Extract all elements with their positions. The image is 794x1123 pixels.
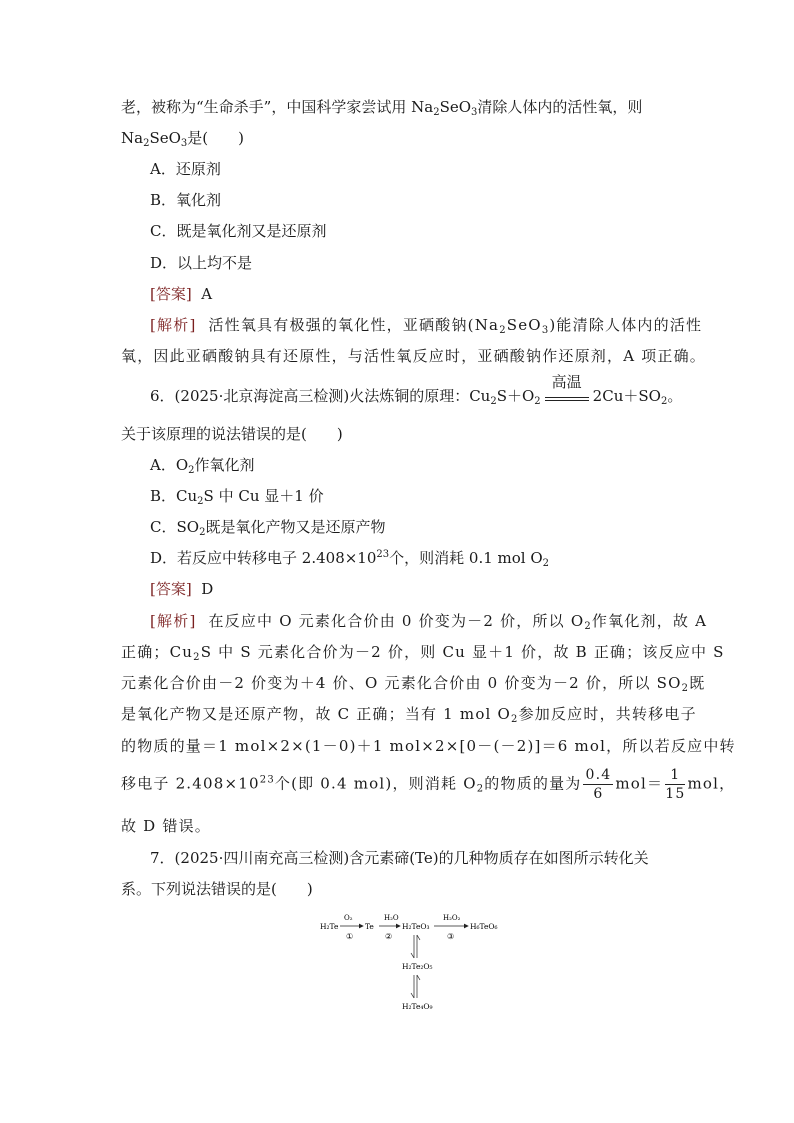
tellurium-conversion-diagram [318, 908, 508, 1018]
q6-stem-line1 [150, 373, 683, 407]
text: A．O [150, 456, 189, 474]
q6-answer [150, 578, 213, 600]
arrow-head [411, 993, 414, 998]
text: 个，则消耗 0.1 mol O [389, 549, 543, 567]
answer-value: A [201, 285, 213, 303]
text: SeO [506, 316, 542, 334]
q5-option-a: A．还原剂 [150, 160, 221, 178]
answer-label: [答案] [150, 285, 192, 303]
text: SeO [439, 98, 472, 116]
arrow-head [417, 975, 420, 980]
arrow-head [417, 935, 420, 940]
text: 在反应中 O 元素化合价由 0 价变为－2 价，所以 O [208, 612, 585, 630]
subscript: 3 [180, 138, 188, 149]
q6-analysis-line3 [121, 672, 705, 694]
text: mol， [687, 774, 736, 793]
text: 既 [689, 674, 706, 692]
reaction-condition [545, 373, 589, 401]
numerator: 0.4 [585, 767, 612, 783]
numerator: 1 [665, 766, 685, 785]
text: 6．(2025·北京海淀高三检测)火法炼铜的原理：Cu [150, 387, 491, 405]
subscript: 2 [143, 138, 150, 149]
text: 作氧化剂 [194, 456, 255, 474]
compound-h2te4o9: H₂Te₄O₉ [402, 1002, 433, 1011]
subscript: 2 [433, 107, 440, 118]
q5-option-d: D．以上均不是 [150, 254, 253, 272]
subscript: 2 [542, 558, 550, 569]
subscript: 2 [188, 465, 195, 476]
text: 移电子 2.408×10 [121, 774, 260, 793]
condition-text: 高温 [551, 373, 582, 391]
subscript: 2 [197, 496, 204, 507]
subscript: 3 [541, 325, 550, 336]
q6-option-a [150, 454, 255, 476]
q6-analysis-line7: 故 D 错误。 [121, 817, 211, 835]
superscript: 23 [259, 774, 275, 786]
q5-option-b: B．氧化剂 [150, 191, 222, 209]
text: 是( ) [187, 129, 244, 147]
subscript: 2 [511, 714, 519, 725]
subscript: 2 [490, 396, 497, 407]
analysis-label: [解析] [150, 316, 197, 334]
fraction-1-over-15 [665, 766, 685, 803]
step-2-label: ② [385, 932, 393, 941]
denominator: 15 [665, 786, 686, 802]
subscript: 2 [584, 621, 592, 632]
answer-value: D [201, 580, 214, 598]
arrow-head [411, 953, 414, 958]
q6-analysis-line1 [150, 610, 707, 632]
q7-stem-line2: 系。下列说法错误的是( ) [121, 880, 313, 898]
compound-te: Te [365, 922, 374, 931]
text: 2Cu＋SO [592, 387, 661, 405]
subscript: 2 [193, 652, 201, 663]
text: 元素化合价由－2 价变为＋4 价、O 元素化合价由 0 价变为－2 价，所以 SO [121, 674, 682, 692]
text: )能清除人体内的活性 [549, 316, 703, 334]
text: 作氧化剂，故 A [591, 612, 708, 630]
text: 的物质的量为 [484, 774, 582, 793]
q6-analysis-line4 [121, 703, 697, 725]
text: S＋O [496, 387, 535, 405]
q5-option-c: C．既是氧化剂又是还原剂 [150, 222, 327, 240]
compound-h2te: H₂Te [320, 922, 339, 931]
text: 老，被称为“生命杀手”，中国科学家尝试用 Na [121, 98, 434, 116]
fraction-0-4-over-6 [583, 766, 613, 803]
step-3-label: ③ [447, 932, 455, 941]
denominator: 6 [593, 786, 604, 802]
step-1-label: ① [346, 932, 354, 941]
text: 是氧化产物又是还原产物，故 C 正确；当有 1 mol O [121, 705, 512, 723]
q6-analysis-line2 [121, 641, 725, 663]
text: 。 [667, 387, 683, 405]
q6-analysis-line5: 的物质的量＝1 mol×2×(1－0)＋1 mol×2×[0－(－2)]＝6 mol，所以若反应中转 [121, 737, 736, 755]
q5-stem-line1 [121, 96, 642, 118]
q7-stem-line1: 7．(2025·四川南充高三检测)含元素碲(Te)的几种物质存在如图所示转化关 [150, 849, 649, 867]
text: 正确；Cu [121, 643, 194, 661]
subscript: 2 [660, 396, 668, 407]
subscript: 2 [476, 783, 485, 795]
reagent-h2o: H₂O [384, 914, 399, 922]
q6-option-c [150, 516, 385, 538]
q5-stem-line2 [121, 127, 244, 149]
text: 参加反应时，共转移电子 [518, 705, 697, 723]
superscript: 23 [376, 549, 390, 560]
compound-h2te2o5: H₂Te₂O₅ [402, 962, 433, 971]
text: mol＝ [615, 774, 664, 793]
text: D．若反应中转移电子 2.408×10 [150, 549, 377, 567]
q6-analysis-line6 [121, 766, 735, 803]
q6-stem-line2: 关于该原理的说法错误的是( ) [121, 425, 343, 443]
text: 清除人体内的活性氧，则 [477, 98, 643, 116]
text: SeO [149, 129, 181, 147]
text: 既是氧化产物又是还原产物 [205, 518, 386, 536]
q6-option-b [150, 485, 324, 507]
text: S 中 S 元素化合价为－2 价，则 Cu 显＋1 价，故 B 正确；该反应中 S [200, 643, 725, 661]
compound-h6teo6: H₆TeO₆ [470, 922, 498, 931]
subscript: 3 [471, 107, 478, 118]
subscript: 2 [681, 683, 690, 694]
text: 个(即 0.4 mol)，则消耗 O [274, 774, 477, 793]
subscript: 2 [199, 527, 206, 538]
equals-bars [545, 397, 589, 401]
reagent-o2: O₂ [344, 914, 353, 922]
text: Na [121, 129, 144, 147]
text: C．SO [150, 518, 200, 536]
text: 活性氧具有极强的氧化性，亚硒酸钠(Na [208, 316, 500, 334]
q5-analysis-line2: 氧，因此亚硒酸钠具有还原性，与活性氧反应时，亚硒酸钠作还原剂，A 项正确。 [121, 347, 707, 365]
subscript: 2 [499, 325, 507, 336]
q5-answer [150, 283, 212, 305]
reagent-h2o2: H₂O₂ [443, 914, 461, 922]
subscript: 2 [534, 396, 541, 407]
analysis-label: [解析] [150, 612, 197, 630]
compound-h2teo3: H₂TeO₃ [402, 922, 430, 931]
q5-analysis-line1 [150, 314, 702, 336]
text: B．Cu [150, 487, 198, 505]
q6-option-d [150, 547, 549, 569]
answer-label: [答案] [150, 580, 192, 598]
text: S 中 Cu 显＋1 价 [203, 487, 324, 505]
